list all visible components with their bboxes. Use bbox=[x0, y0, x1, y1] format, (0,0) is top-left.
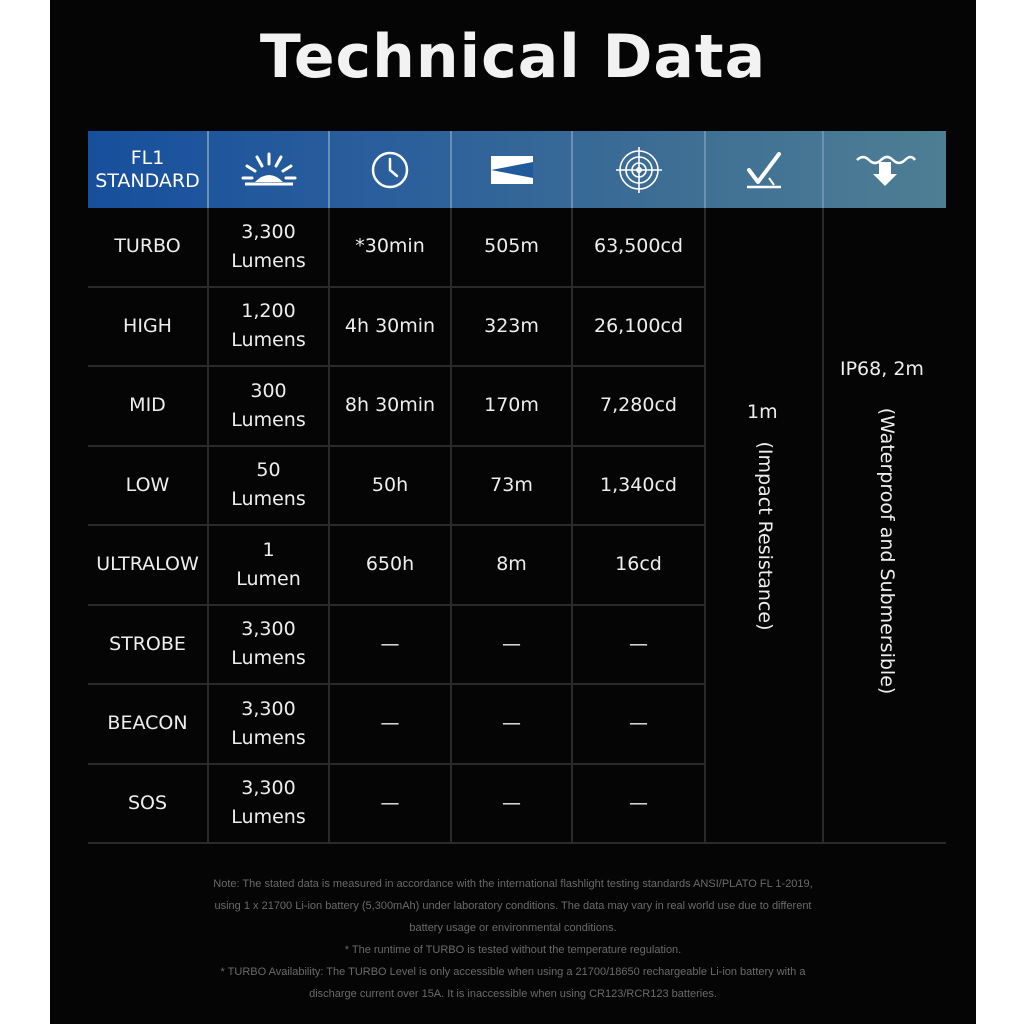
output-unit: Lumens bbox=[231, 488, 306, 511]
mode-cell bbox=[88, 447, 209, 527]
distance-cell bbox=[452, 685, 573, 765]
footnotes bbox=[50, 873, 976, 1005]
note-line: * TURBO Availability: The TURBO Level is only accessible when using a 21700/18650 rechargeable Li-ion battery with a bbox=[220, 966, 806, 978]
note-line: * The runtime of TURBO is tested without the temperature regulation. bbox=[344, 944, 682, 956]
distance-cell bbox=[452, 606, 573, 686]
mode-cell bbox=[88, 685, 209, 765]
output-cell bbox=[209, 765, 330, 845]
runtime-value: *30min bbox=[355, 235, 425, 258]
output-unit: Lumens bbox=[231, 329, 306, 352]
note-line: Note: The stated data is measured in accordance with the international flashlight testing standards ANSI/PLATO FL 1-2019, bbox=[213, 878, 813, 890]
runtime-cell bbox=[330, 606, 452, 686]
peak-intensity-target-icon bbox=[573, 131, 706, 208]
impact-value: 1m bbox=[747, 401, 778, 423]
distance-cell bbox=[452, 208, 573, 288]
runtime-cell bbox=[330, 208, 452, 288]
distance-value: 8m bbox=[496, 553, 527, 576]
output-value: 1 bbox=[262, 538, 275, 561]
impact-resistance-icon bbox=[706, 131, 824, 208]
table-header bbox=[88, 131, 946, 208]
mode-cell bbox=[88, 765, 209, 845]
mode-cell bbox=[88, 606, 209, 686]
mode-value: LOW bbox=[125, 473, 170, 496]
distance-value: — bbox=[502, 791, 521, 814]
mode-cell bbox=[88, 526, 209, 606]
runtime-value: — bbox=[380, 712, 400, 735]
output-value: 50 bbox=[256, 459, 281, 482]
intensity-cell bbox=[573, 288, 706, 368]
output-unit: Lumens bbox=[231, 647, 306, 670]
intensity-cell bbox=[573, 685, 706, 765]
intensity-value: 1,340cd bbox=[600, 473, 677, 496]
mode-cell bbox=[88, 288, 209, 368]
mode-value: SOS bbox=[127, 791, 168, 814]
note-line: using 1 x 21700 Li-ion battery (5,300mAh) under laboratory conditions. The data may vary in real world use due to different bbox=[214, 900, 812, 912]
header-model-line1: FL1 bbox=[130, 146, 165, 169]
intensity-cell bbox=[573, 208, 706, 288]
waterproof-label: (Waterproof and Submersible) bbox=[876, 407, 898, 695]
mode-value: HIGH bbox=[123, 314, 172, 337]
output-unit: Lumens bbox=[231, 249, 306, 272]
runtime-value: 4h 30min bbox=[344, 314, 436, 337]
output-cell bbox=[209, 288, 330, 368]
runtime-cell bbox=[330, 685, 452, 765]
note-line: discharge current over 15A. It is inaccessible when using CR123/RCR123 batteries. bbox=[309, 988, 717, 1000]
distance-cell bbox=[452, 288, 573, 368]
waterproof-value: IP68, 2m bbox=[840, 358, 924, 380]
runtime-cell bbox=[330, 367, 452, 447]
output-value: 1,200 bbox=[241, 300, 296, 323]
distance-value: 323m bbox=[484, 314, 539, 337]
runtime-cell bbox=[330, 447, 452, 527]
intensity-value: — bbox=[629, 632, 648, 655]
distance-cell bbox=[452, 367, 573, 447]
output-unit: Lumen bbox=[236, 567, 301, 590]
output-cell bbox=[209, 526, 330, 606]
impact-label: (Impact Resistance) bbox=[754, 441, 776, 631]
spec-panel bbox=[50, 0, 976, 1024]
intensity-cell bbox=[573, 367, 706, 447]
distance-value: 505m bbox=[484, 235, 539, 258]
runtime-value: 650h bbox=[365, 553, 415, 576]
header-model-line2: STANDARD bbox=[95, 169, 200, 192]
runtime-value: — bbox=[380, 791, 400, 814]
mode-value: TURBO bbox=[114, 235, 181, 258]
intensity-cell bbox=[573, 526, 706, 606]
runtime-cell bbox=[330, 526, 452, 606]
output-cell bbox=[209, 367, 330, 447]
output-unit: Lumens bbox=[231, 726, 306, 749]
note-line: battery usage or environmental conditions. bbox=[409, 922, 617, 934]
output-cell bbox=[209, 447, 330, 527]
intensity-value: — bbox=[629, 791, 648, 814]
output-value: 3,300 bbox=[241, 777, 296, 800]
mode-value: MID bbox=[129, 394, 166, 417]
intensity-value: 26,100cd bbox=[594, 314, 683, 337]
output-unit: Lumens bbox=[231, 408, 306, 431]
intensity-value: 16cd bbox=[615, 553, 662, 576]
waterproof-icon bbox=[824, 131, 946, 208]
intensity-value: 7,280cd bbox=[600, 394, 677, 417]
output-unit: Lumens bbox=[231, 806, 306, 829]
spec-table bbox=[88, 131, 946, 844]
intensity-cell bbox=[573, 606, 706, 686]
output-cell bbox=[209, 208, 330, 288]
mode-value: BEACON bbox=[107, 712, 188, 735]
runtime-value: 8h 30min bbox=[344, 394, 436, 417]
beam-distance-icon bbox=[452, 131, 573, 208]
page-title: Technical Data bbox=[259, 22, 767, 92]
output-value: 3,300 bbox=[241, 618, 296, 641]
mode-cell bbox=[88, 208, 209, 288]
output-value: 3,300 bbox=[241, 697, 296, 720]
brightness-icon bbox=[209, 131, 330, 208]
intensity-value: — bbox=[629, 712, 648, 735]
distance-cell bbox=[452, 447, 573, 527]
distance-cell bbox=[452, 526, 573, 606]
distance-value: 170m bbox=[484, 394, 539, 417]
distance-value: 73m bbox=[490, 473, 533, 496]
runtime-value: — bbox=[380, 632, 400, 655]
runtime-value: 50h bbox=[371, 473, 409, 496]
distance-value: — bbox=[502, 712, 521, 735]
mode-value: STROBE bbox=[109, 632, 186, 655]
mode-cell bbox=[88, 367, 209, 447]
header-model bbox=[88, 131, 209, 208]
intensity-value: 63,500cd bbox=[594, 235, 683, 258]
runtime-cell bbox=[330, 765, 452, 845]
distance-value: — bbox=[502, 632, 521, 655]
runtime-cell bbox=[330, 288, 452, 368]
output-value: 3,300 bbox=[241, 220, 296, 243]
output-value: 300 bbox=[250, 379, 287, 402]
mode-value: ULTRALOW bbox=[96, 553, 199, 576]
intensity-cell bbox=[573, 765, 706, 845]
output-cell bbox=[209, 606, 330, 686]
distance-cell bbox=[452, 765, 573, 845]
output-cell bbox=[209, 685, 330, 765]
intensity-cell bbox=[573, 447, 706, 527]
runtime-clock-icon bbox=[330, 131, 452, 208]
